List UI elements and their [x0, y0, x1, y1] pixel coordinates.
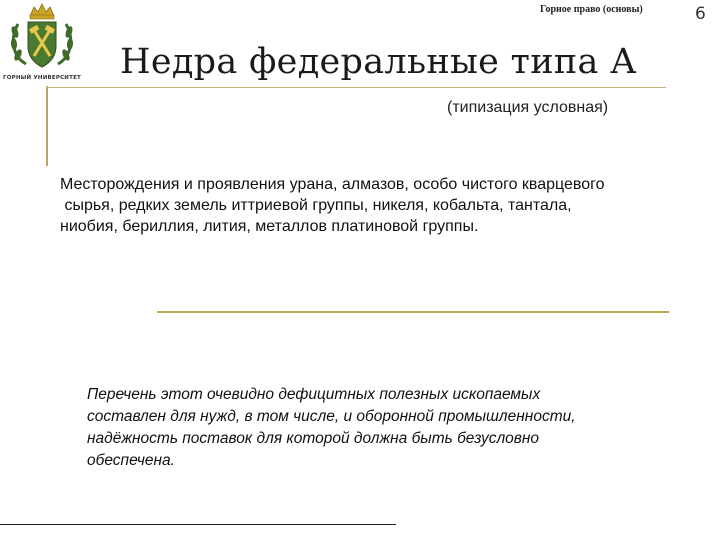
- footer-line: [0, 524, 396, 525]
- accent-vertical-line: [46, 86, 48, 166]
- logo-caption: ГОРНЫЙ УНИВЕРСИТЕТ: [3, 75, 81, 81]
- slide-subtitle: (типизация условная): [447, 99, 609, 116]
- body-line: Месторождения и проявления урана, алмазов, особо чистого кварцевого: [60, 176, 605, 193]
- accent-top-line: [46, 87, 666, 88]
- note-line: обеспечена.: [87, 452, 175, 469]
- note-line: Перечень этот очевидно дефицитных полезных ископаемых: [87, 386, 541, 403]
- note-line: надёжность поставок для которой должна быть безусловно: [87, 430, 540, 447]
- section-divider: [157, 311, 669, 313]
- italic-note: [87, 384, 687, 472]
- page-number: 6: [695, 4, 706, 24]
- note-line: составлен для нужд, в том числе, и оборонной промышленности,: [87, 408, 576, 425]
- course-header: Горное право (основы): [540, 4, 643, 15]
- body-line: сырья, редких земель иттриевой группы, никеля, кобальта, тантала,: [60, 197, 572, 214]
- mining-university-crest-icon: [4, 2, 80, 78]
- university-logo: [4, 2, 80, 86]
- body-paragraph: [60, 174, 700, 237]
- body-line: ниобия, бериллия, лития, металлов платиновой группы.: [60, 218, 479, 235]
- slide-title: Недра федеральные типа А: [120, 42, 637, 82]
